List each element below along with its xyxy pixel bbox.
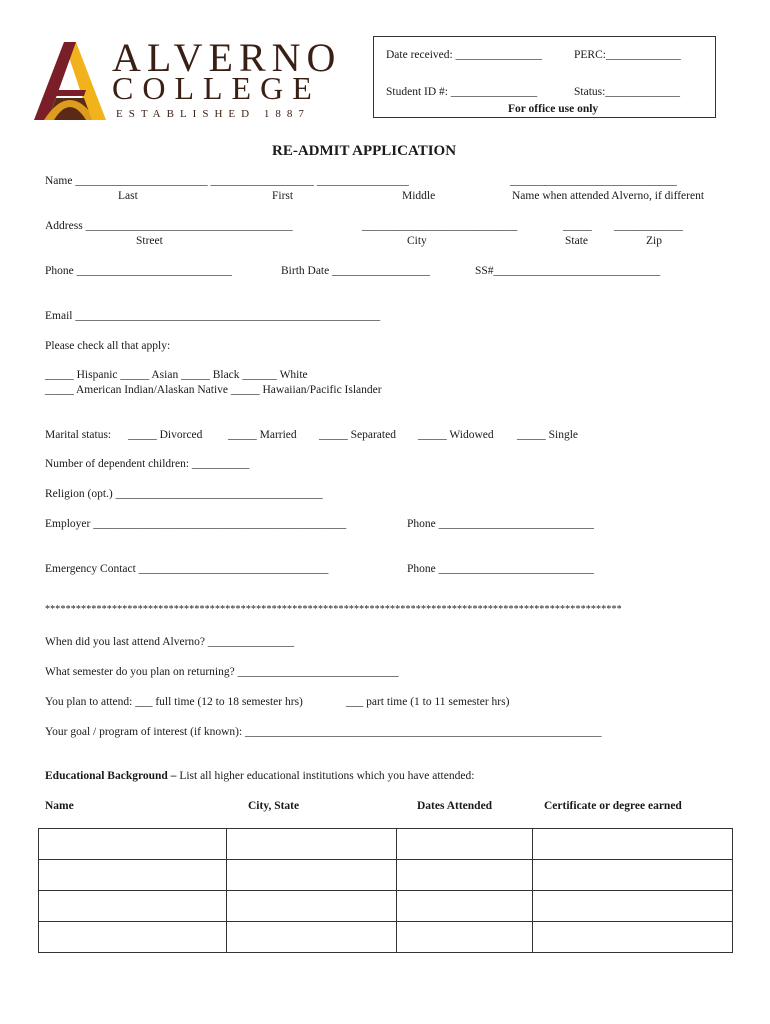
name-cell[interactable] [39,829,227,860]
ss-field[interactable]: SS#_____________________________ [475,265,661,277]
logo-established: ESTABLISHED 1887 [116,108,310,120]
education-table [38,828,733,953]
table-row [39,860,733,891]
edu-heading-bold: Educational Background – [45,770,177,782]
label-street: Street [136,235,163,247]
name-cell[interactable] [39,891,227,922]
label-alt-name: Name when attended Alverno, if different [512,190,705,202]
col-header-name: Name [45,800,74,812]
student-id-field[interactable]: Student ID #: _______________ [386,86,538,98]
label-state: State [565,235,588,247]
check-prompt: Please check all that apply: [45,340,171,352]
state-field[interactable]: _____ [563,220,592,232]
dates-cell[interactable] [397,829,533,860]
asterisk-divider: **************************************************************************************************************** [45,604,622,615]
birth-date-field[interactable]: Birth Date _________________ [281,265,430,277]
marital-widowed[interactable]: _____ Widowed [418,429,494,441]
address-field[interactable]: Address ____________________________________ [45,220,293,232]
goal-field[interactable]: Your goal / program of interest (if known): ______________________________________________________________ [45,726,602,738]
office-use-box [373,36,716,118]
date-received-field[interactable]: Date received: _______________ [386,49,542,61]
cert-cell[interactable] [533,922,733,953]
perc-field[interactable]: PERC:_____________ [574,49,681,61]
emergency-contact-field[interactable]: Emergency Contact _________________________________ [45,563,329,575]
zip-field[interactable]: ____________ [614,220,683,232]
alt-name-field[interactable]: _____________________________ [510,175,677,187]
employer-field[interactable]: Employer ____________________________________________ [45,518,347,530]
religion-field[interactable]: Religion (opt.) ____________________________________ [45,488,323,500]
last-attend-field[interactable]: When did you last attend Alverno? _______________ [45,636,295,648]
cert-cell[interactable] [533,891,733,922]
employer-phone-field[interactable]: Phone ___________________________ [407,518,594,530]
dates-cell[interactable] [397,922,533,953]
col-header-city: City, State [248,800,300,812]
edu-heading [45,770,474,782]
city-cell[interactable] [227,891,397,922]
dates-cell[interactable] [397,860,533,891]
marital-status-label: Marital status: [45,429,112,441]
email-field[interactable]: Email _____________________________________________________ [45,310,381,322]
alverno-logo-mark [34,40,106,122]
col-header-dates: Dates Attended [417,800,493,812]
phone-field[interactable]: Phone ___________________________ [45,265,232,277]
table-row [39,891,733,922]
logo-wordmark-alverno: ALVERNO [112,35,342,80]
cert-cell[interactable] [533,860,733,891]
city-cell[interactable] [227,829,397,860]
cert-cell[interactable] [533,829,733,860]
label-city: City [407,235,427,247]
city-cell[interactable] [227,922,397,953]
marital-single[interactable]: _____ Single [517,429,579,441]
office-use-note: For office use only [508,103,599,115]
label-zip: Zip [646,235,662,247]
status-field[interactable]: Status:_____________ [574,86,681,98]
marital-separated[interactable]: _____ Separated [319,429,396,441]
emergency-phone-field[interactable]: Phone ___________________________ [407,563,594,575]
marital-divorced[interactable]: _____ Divorced [128,429,203,441]
table-row [39,829,733,860]
name-cell[interactable] [39,922,227,953]
col-header-cert: Certificate or degree earned [544,800,682,812]
city-field[interactable]: ___________________________ [362,220,518,232]
dates-cell[interactable] [397,891,533,922]
page-title: RE-ADMIT APPLICATION [272,143,457,159]
part-time-option[interactable]: ___ part time (1 to 11 semester hrs) [346,696,510,708]
label-first: First [272,190,294,202]
dependents-field[interactable]: Number of dependent children: __________ [45,458,250,470]
table-row [39,922,733,953]
semester-field[interactable]: What semester do you plan on returning? ____________________________ [45,666,399,678]
city-cell[interactable] [227,860,397,891]
name-field[interactable]: Name _______________________ __________________ ________________ [45,175,409,187]
name-cell[interactable] [39,860,227,891]
edu-heading-rest: List all higher educational institutions which you have attended: [176,770,475,782]
ethnicity-options-1[interactable]: _____ Hispanic _____ Asian _____ Black ______ White [45,369,308,381]
label-last: Last [118,190,138,202]
label-middle: Middle [402,190,436,202]
marital-married[interactable]: _____ Married [228,429,297,441]
full-time-option[interactable]: You plan to attend: ___ full time (12 to 18 semester hrs) [45,696,303,708]
ethnicity-options-2[interactable]: _____ American Indian/Alaskan Native _____ Hawaiian/Pacific Islander [45,384,382,396]
logo-wordmark-college: COLLEGE [112,70,321,106]
